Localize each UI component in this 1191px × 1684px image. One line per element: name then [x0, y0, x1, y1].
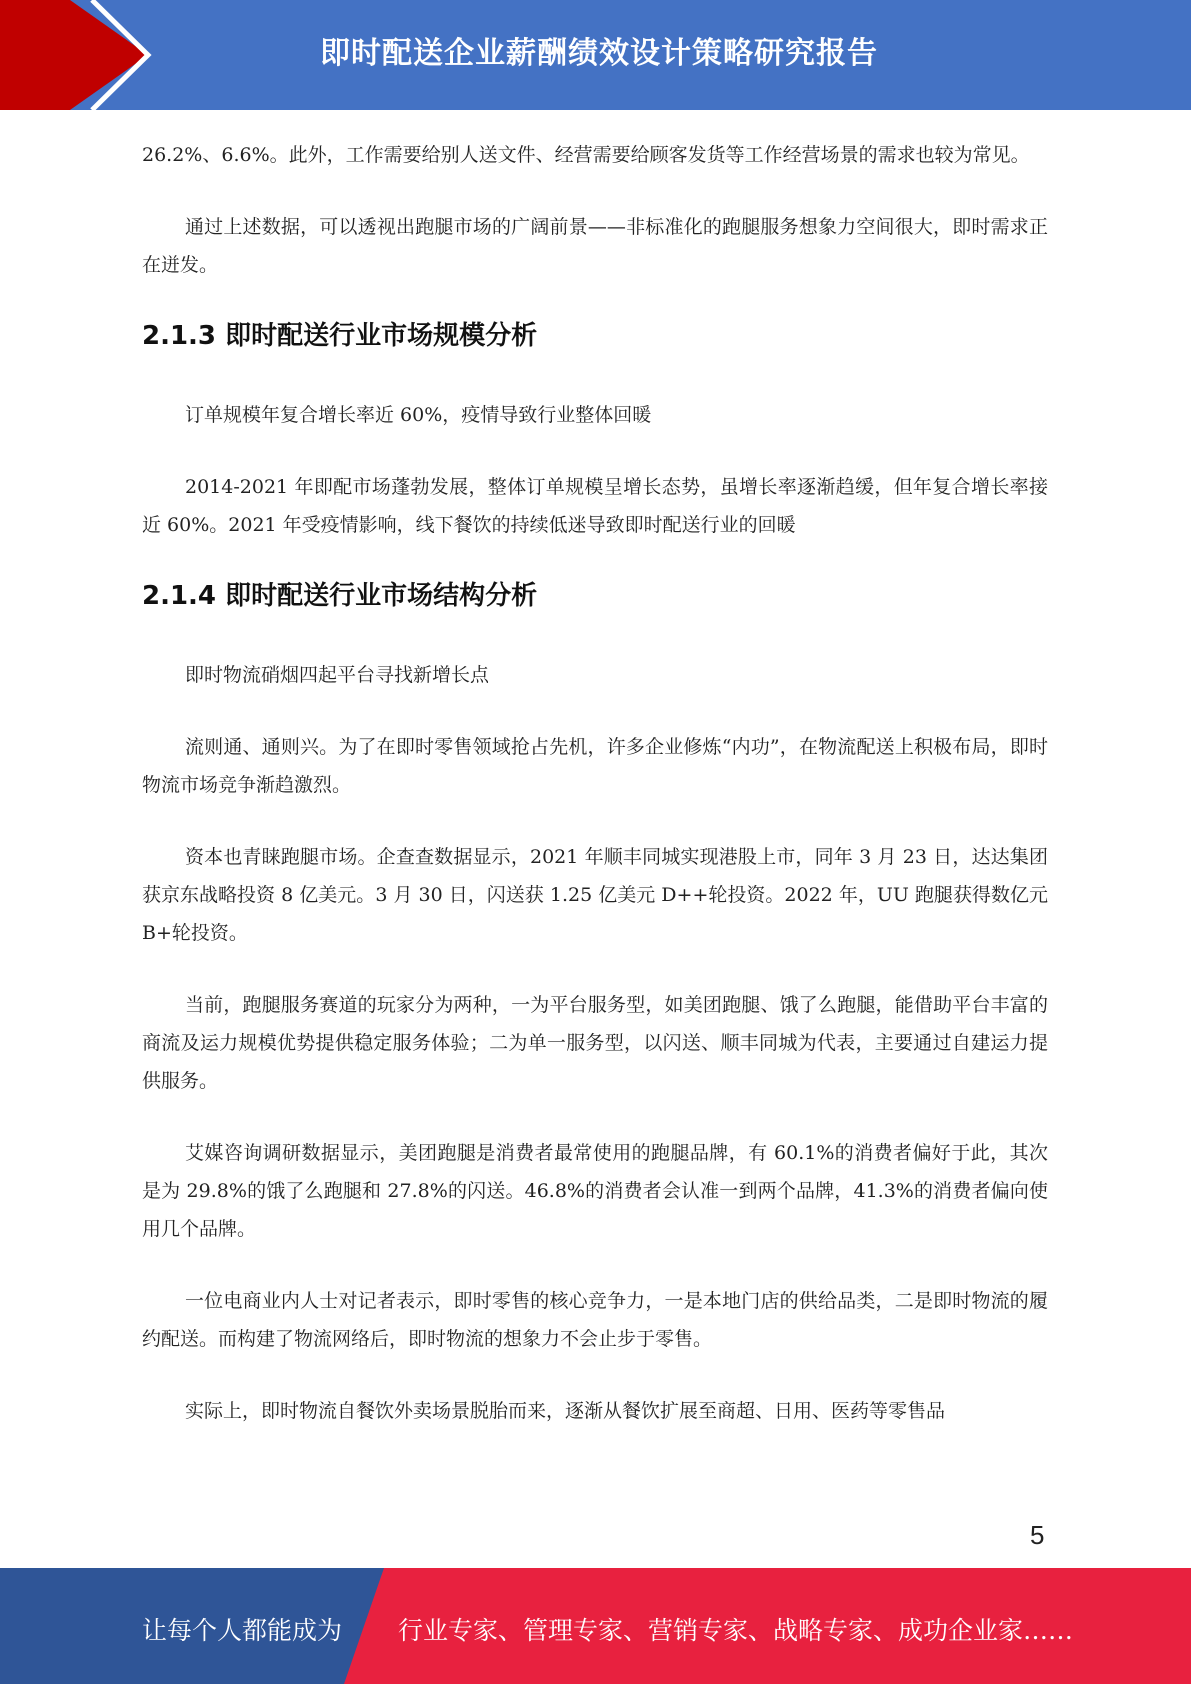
- paragraph: 实际上，即时物流自餐饮外卖场景脱胎而来，逐渐从餐饮扩展至商超、日用、医药等零售品: [185, 1400, 946, 1422]
- page-number: 5: [1030, 1520, 1045, 1550]
- paragraph: 订单规模年复合增长率近 60%，疫情导致行业整体回暖: [185, 404, 652, 426]
- paragraph: 当前，跑腿服务赛道的玩家分为两种，一为平台服务型，如美团跑腿、饿了么跑腿，能借助平台丰富的商流及运力规模优势提供稳定服务体验；二为单一服务型，以闪送、顺丰同城为代表，主要通过自建运力提供服务。: [142, 994, 1048, 1092]
- paragraph: 艾媒咨询调研数据显示，美团跑腿是消费者最常使用的跑腿品牌，有 60.1%的消费者偏好于此，其次是为 29.8%的饿了么跑腿和 27.8%的闪送。46.8%的消费者会认准一到两个品牌，41.3%的消费者偏向使用几个品牌。: [142, 1142, 1048, 1240]
- section-heading-2-1-3: 2.1.3 即时配送行业市场规模分析: [142, 321, 538, 351]
- header-red-arrow: [0, 0, 148, 110]
- paragraph: 即时物流硝烟四起平台寻找新增长点: [185, 664, 490, 686]
- paragraph: 26.2%、6.6%。此外，工作需要给别人送文件、经营需要给顾客发货等工作经营场景的需求也较为常见。: [142, 144, 1030, 166]
- paragraph: 通过上述数据，可以透视出跑腿市场的广阔前景——非标准化的跑腿服务想象力空间很大，即时需求正在迸发。: [142, 216, 1048, 276]
- paragraph: 一位电商业内人士对记者表示，即时零售的核心竞争力，一是本地门店的供给品类，二是即时物流的履约配送。而构建了物流网络后，即时物流的想象力不会止步于零售。: [142, 1290, 1048, 1350]
- report-title: 即时配送企业薪酬绩效设计策略研究报告: [320, 36, 878, 71]
- footer-slogan-left: 让每个人都能成为: [142, 1616, 343, 1645]
- paragraph: 流则通、通则兴。为了在即时零售领域抢占先机，许多企业修炼“内功”，在物流配送上积极布局，即时物流市场竞争渐趋激烈。: [142, 736, 1048, 796]
- section-heading-2-1-4: 2.1.4 即时配送行业市场结构分析: [142, 581, 538, 611]
- paragraph: 2014-2021 年即配市场蓬勃发展，整体订单规模呈增长态势，虽增长率逐渐趋缓，但年复合增长率接近 60%。2021 年受疫情影响，线下餐饮的持续低迷导致即时配送行业的回暖: [142, 476, 1048, 536]
- footer-slogan-right: 行业专家、管理专家、营销专家、战略专家、成功企业家……: [398, 1616, 1074, 1645]
- page-footer: [0, 1568, 1191, 1684]
- page-header: [0, 0, 1191, 110]
- paragraph: 资本也青睐跑腿市场。企查查数据显示，2021 年顺丰同城实现港股上市，同年 3 月 23 日，达达集团获京东战略投资 8 亿美元。3 月 30 日，闪送获 1.25 亿美元 D++轮投资。2022 年，UU 跑腿获得数亿元 B+轮投资。: [142, 846, 1048, 944]
- document-body: [142, 136, 1048, 1464]
